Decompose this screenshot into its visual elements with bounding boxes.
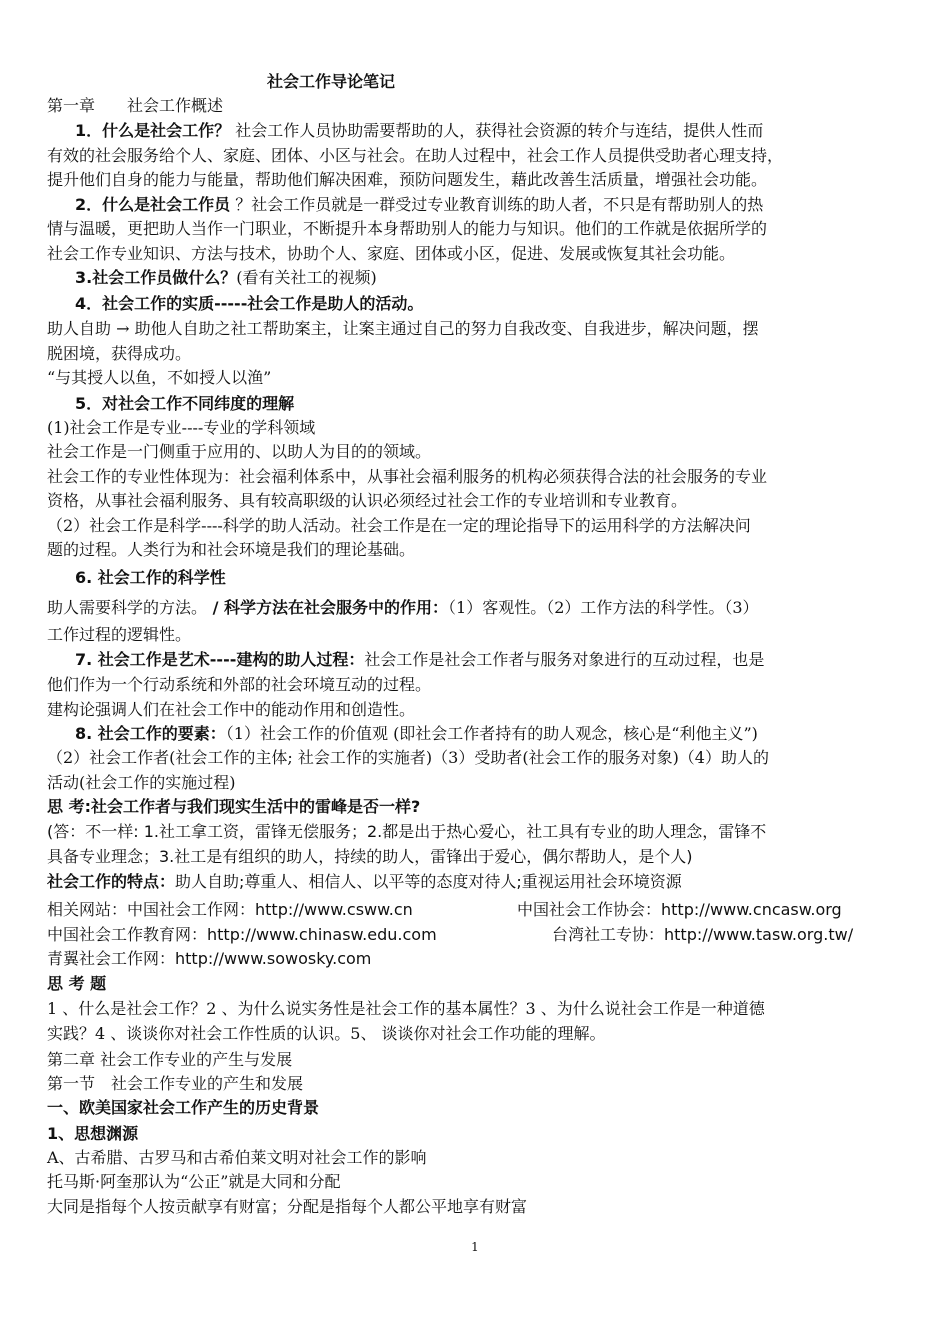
q5-line-6: 题的过程。人类行为和社会环境是我们的理论基础。	[47, 540, 416, 559]
q6-text-c: （1）客观性。（2）工作方法的科学性。（3）	[448, 598, 759, 617]
q3-heading: 3.社会工作员做什么？	[75, 268, 237, 287]
q3-line	[75, 266, 377, 290]
q1-line-1	[75, 119, 763, 143]
subheading-1: 1、思想渊源	[47, 1124, 139, 1143]
q5-heading: 5．对社会工作不同纬度的理解	[75, 394, 295, 413]
site-link-chinasw[interactable]: 中国社会工作教育网：http://www.chinasw.edu.com	[47, 925, 437, 944]
q1-heading: 1．什么是社会工作？	[75, 121, 231, 140]
q6-line-1	[47, 596, 759, 620]
paragraph-aquinas: 托马斯·阿奎那认为“公正”就是大同和分配	[47, 1172, 341, 1191]
q5-line-4: 资格，从事社会福利服务、具有较高职级的认识必须经过社会工作的专业培训和专业教育。	[47, 491, 688, 510]
q7-text: 社会工作是社会工作者与服务对象进行的互动过程，也是	[364, 650, 765, 669]
questions-line-1: 1 、什么是社会工作？2 、为什么说实务性是社会工作的基本属性？3 、为什么说社会工作是一种道德	[47, 999, 765, 1018]
section-1-heading: 第一节 社会工作专业的产生和发展	[47, 1074, 304, 1093]
features-heading: 社会工作的特点：	[47, 872, 176, 891]
paragraph-datong: 大同是指每个人按贡献享有财富；分配是指每个人都公平地享有财富	[47, 1197, 528, 1216]
site-link-csww[interactable]: 相关网站：中国社会工作网：http://www.csww.cn	[47, 900, 413, 919]
q4-heading: 4．社会工作的实质-----社会工作是助人的活动。	[75, 294, 424, 313]
features-line	[47, 870, 682, 894]
q5-line-3: 社会工作的专业性体现为：社会福利体系中，从事社会福利服务的机构必须获得合法的社会服务的专业	[47, 467, 768, 486]
q5-line-2: 社会工作是一门侧重于应用的、以助人为目的的领域。	[47, 442, 432, 461]
q4-line-2: 脱困境，获得成功。	[47, 344, 192, 363]
q3-text: (看有关社工的视频)	[236, 268, 377, 287]
q4-line-1: 助人自助 → 助他人自助之社工帮助案主，让案主通过自己的努力自我改变、自我进步，解决问题，摆	[47, 319, 759, 338]
q8-line-2: （2）社会工作者(社会工作的主体; 社会工作的实施者)（3）受助者(社会工作的服务对象)（4）助人的	[47, 748, 769, 767]
q7-line-2: 他们作为一个行动系统和外部的社会环境互动的过程。	[47, 675, 432, 694]
q7-line-3: 建构论强调人们在社会工作中的能动作用和创造性。	[47, 700, 416, 719]
q2-line-1	[75, 193, 763, 217]
chapter-2-heading: 第二章 社会工作专业的产生与发展	[47, 1050, 293, 1069]
q1-text: 社会工作人员协助需要帮助的人，获得社会资源的转介与连结，提供人性而	[230, 121, 764, 140]
think-answer-1: (答：不一样: 1.社工拿工资，雷锋无偿服务；2.都是出于热心爱心，社工具有专业的助人理念，雷锋不	[47, 822, 767, 841]
think-heading: 思 考:社会工作者与我们现实生活中的雷峰是否一样?	[47, 797, 421, 816]
q6-heading: 6. 社会工作的科学性	[75, 568, 226, 587]
q5-line-5: （2）社会工作是科学----科学的助人活动。社会工作是在一定的理论指导下的运用科学的方法解决问	[47, 516, 751, 535]
questions-line-2: 实践？4 、谈谈你对社会工作性质的认识。5、 谈谈你对社会工作功能的理解。	[47, 1024, 606, 1043]
site-link-sowosky[interactable]: 青翼社会工作网：http://www.sowosky.com	[47, 949, 372, 968]
section-heading-one: 一、欧美国家社会工作产生的历史背景	[47, 1098, 320, 1117]
q1-line-3: 提升他们自身的能力与能量，帮助他们解决困难，预防问题发生，藉此改善生活质量，增强社会功能。	[47, 170, 768, 189]
site-link-tasw[interactable]: 台湾社工专协：http://www.tasw.org.tw/	[552, 925, 854, 944]
q8-text: （1）社会工作的价值观 (即社会工作者持有的助人观念，核心是“利他主义”)	[225, 724, 758, 743]
chapter-1-heading: 第一章 社会工作概述	[47, 96, 224, 115]
q6-text-b: / 科学方法在社会服务中的作用：	[207, 598, 449, 617]
paragraph-a: A、古希腊、古罗马和古希伯莱文明对社会工作的影响	[47, 1148, 427, 1167]
q2-heading: 2．什么是社会工作员	[75, 195, 231, 214]
q7-heading: 7. 社会工作是艺术----建构的助人过程：	[75, 650, 365, 669]
think-answer-2: 具备专业理念；3.社工是有组织的助人，持续的助人，雷锋出于爱心，偶尔帮助人，是个人)	[47, 847, 693, 866]
doc-title: 社会工作导论笔记	[267, 72, 396, 91]
q5-line-1: (1)社会工作是专业----专业的学科领域	[47, 418, 316, 437]
features-text: 助人自助;尊重人、相信人、以平等的态度对待人;重视运用社会环境资源	[175, 872, 682, 891]
q6-line-2: 工作过程的逻辑性。	[47, 625, 192, 644]
q8-line-1	[75, 722, 758, 746]
q7-line-1	[75, 648, 764, 672]
site-link-cncasw[interactable]: 中国社会工作协会：http://www.cncasw.org	[517, 900, 842, 919]
q1-line-2: 有效的社会服务给个人、家庭、团体、小区与社会。在助人过程中，社会工作人员提供受助者心理支持，	[47, 146, 784, 165]
questions-heading: 思 考 题	[47, 974, 107, 993]
q4-quote: “与其授人以鱼，不如授人以渔”	[47, 368, 272, 387]
q2-text: ？社会工作员就是一群受过专业教育训练的助人者，不只是有帮助别人的热	[230, 195, 764, 214]
q2-line-2: 情与温暖，更把助人当作一门职业，不断提升本身帮助别人的能力与知识。他们的工作就是依据所学的	[47, 219, 768, 238]
page-number: 1	[471, 1240, 479, 1254]
q2-line-3: 社会工作专业知识、方法与技术，协助个人、家庭、团体或小区，促进、发展或恢复其社会功能。	[47, 244, 736, 263]
q8-line-3: 活动(社会工作的实施过程)	[47, 773, 236, 792]
q6-text-a: 助人需要科学的方法。	[47, 598, 208, 617]
q8-heading: 8. 社会工作的要素：	[75, 724, 226, 743]
